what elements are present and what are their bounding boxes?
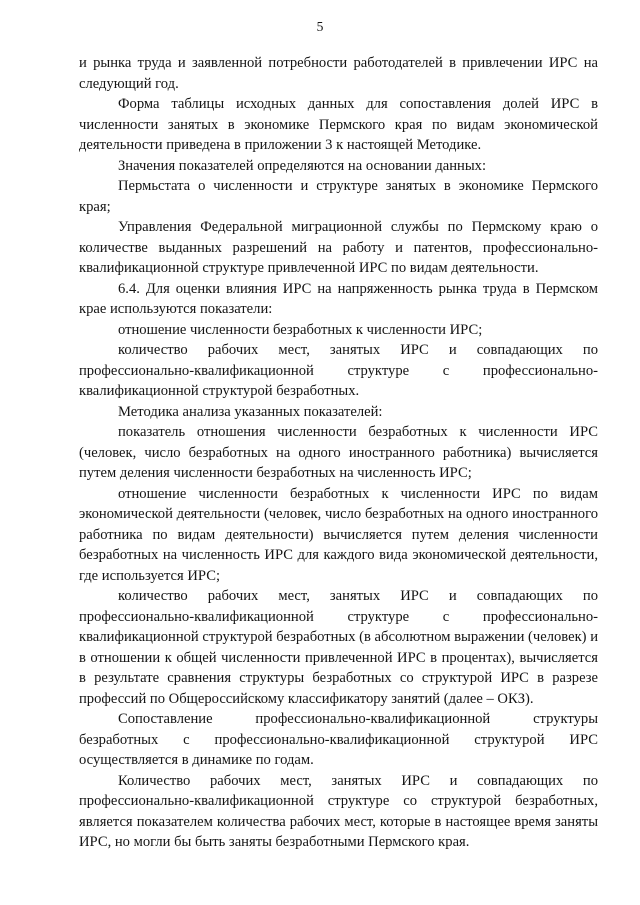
paragraph: Значения показателей определяются на основании данных: xyxy=(118,157,487,174)
paragraph: Пермьстата о численности и структуре занятых в экономике Пермского края; xyxy=(79,178,598,215)
paragraph: Сопоставление профессионально-квалификационной структуры безработных с профессионально-квалификационной структурой ИРС осуществляется в динамике по годам. xyxy=(79,711,598,768)
paragraph: и рынка труда и заявленной потребности работодателей в привлечении ИРС на следующий год. xyxy=(79,55,598,92)
paragraph: Количество рабочих мест, занятых ИРС и совпадающих по профессионально-квалификационной структуре со структурой безработных, является показателем количества рабочих мест, которые в настоящее время заняты ИРС, но могли бы быть заняты безработными Пермского края. xyxy=(79,772,598,850)
list-item: показатель отношения численности безработных к численности ИРС (человек, число безработных на одного иностранного работника) вычисляется путем деления численности безработных на численность ИРС; xyxy=(79,424,598,481)
list-item: отношение численности безработных к численности ИРС по видам экономической деятельности (человек, число безработных на одного иностранного работника по видам деятельности) вычисляется путем деления численности безработных на численность ИРС для каждого вида экономической деятельности, где используется ИРС; xyxy=(79,485,598,584)
paragraph: Форма таблицы исходных данных для сопоставления долей ИРС в численности занятых в экономике Пермского края по видам экономической деятельности приведена в приложении 3 к настоящей Методике. xyxy=(79,96,598,153)
document-body xyxy=(79,53,598,853)
list-item: количество рабочих мест, занятых ИРС и совпадающих по профессионально-квалификационной структуре с профессионально-квалификационной структурой безработных. xyxy=(79,342,598,399)
paragraph: Методика анализа указанных показателей: xyxy=(118,403,383,420)
section-paragraph: 6.4. Для оценки влияния ИРС на напряженность рынка труда в Пермском крае используются показатели: xyxy=(79,280,598,317)
list-item: отношение численности безработных к численности ИРС; xyxy=(118,321,483,338)
page-number: 5 xyxy=(316,19,324,34)
list-item: количество рабочих мест, занятых ИРС и совпадающих по профессионально-квалификационной структуре с профессионально-квалификационной структурой безработных (в абсолютном выражении (человек) и в отношении к общей численности привлеченной ИРС в процентах), вычисляется в результате сравнения структуры безработных со структурой ИРС в разрезе профессий по Общероссийскому классификатору занятий (далее – ОКЗ). xyxy=(79,588,598,707)
paragraph: Управления Федеральной миграционной службы по Пермскому краю о количестве выданных разрешений на работу и патентов, профессионально-квалификационной структуре привлеченной ИРС по видам деятельности. xyxy=(79,219,598,276)
